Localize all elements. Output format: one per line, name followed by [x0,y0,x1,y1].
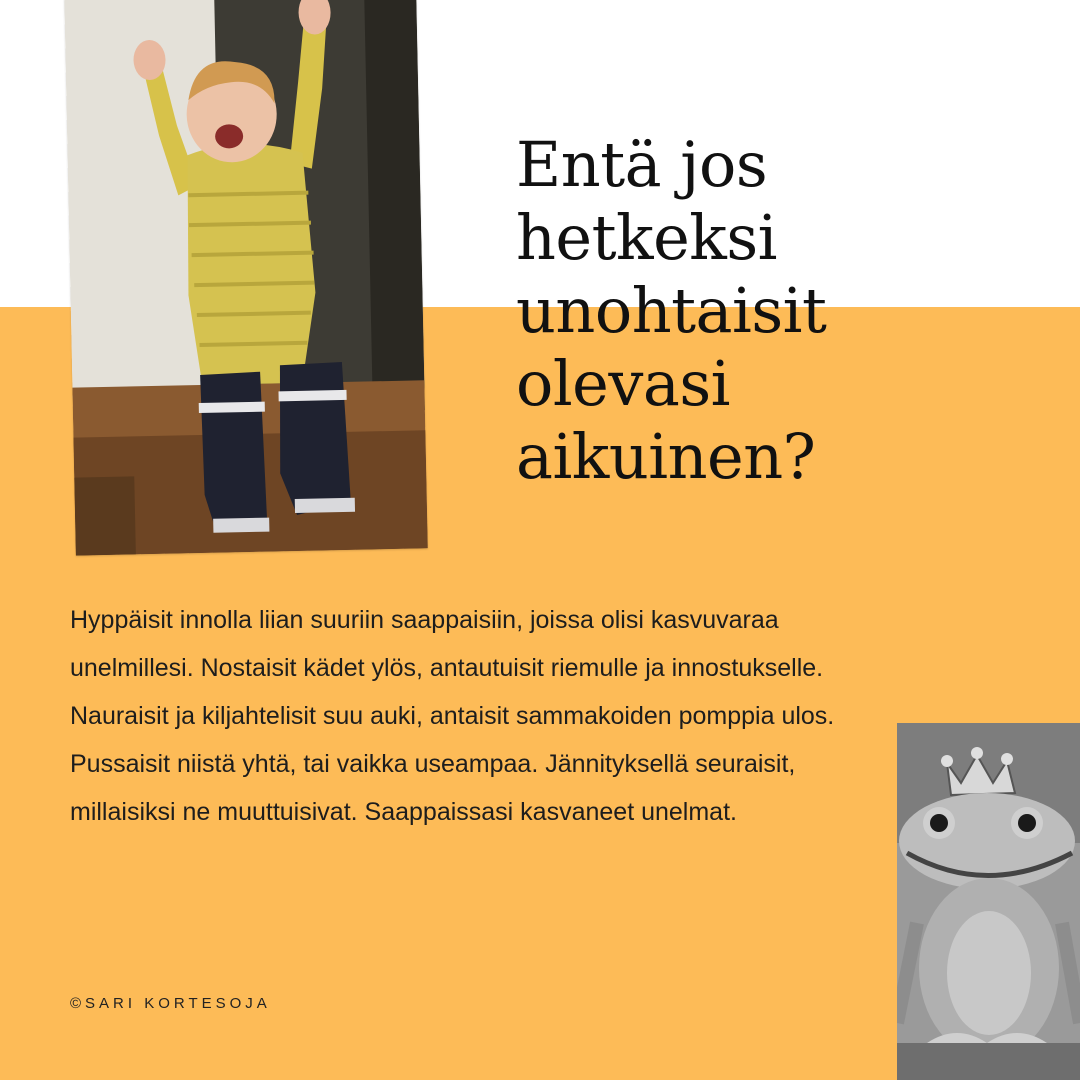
frog-prince-photo [897,723,1080,1080]
child-in-boots-photo [64,0,428,556]
body-paragraph: Hyppäisit innolla liian suuriin saappaisiin, joissa olisi kasvuvaraa unelmillesi. Nostaisit kädet ylös, antautuisit riemulle ja innostukselle. Nauraisit ja kiljahtelisit suu auki, antaisit sammakoiden pomppia ulos. Pussaisit niistä yhtä, tai vaikka useampaa. Jännityksellä seuraisit, millaisiksi ne muuttuisivat. Saappaissasi kasvaneet unelmat. [70,606,835,826]
headline [516,128,1056,493]
headline-line: hetkeksi [516,201,778,274]
copyright-credit: ©SARI KORTESOJA [70,995,271,1012]
headline-line: olevasi [516,347,730,420]
headline-line: unohtaisit [516,274,827,347]
headline-line: Entä jos [516,128,768,201]
headline-line: aikuinen? [516,420,816,493]
